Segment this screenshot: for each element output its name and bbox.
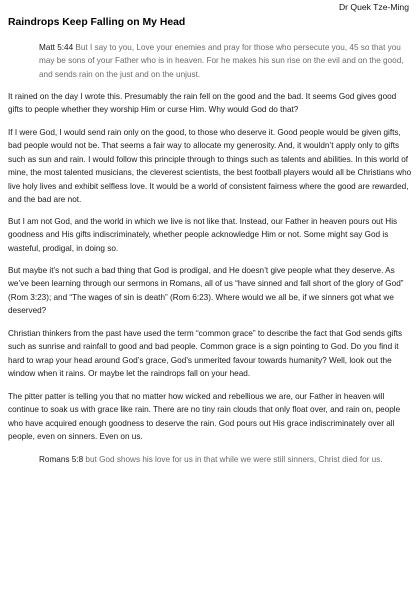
opening-verse: [39, 41, 411, 81]
paragraph-5: Christian thinkers from the past have used the term “common grace” to describe the fact that God sends gifts such as sunrise and rainfall to good and bad people. Common grace is a sign pointing to God. Do you find it hard to wrap your head around God’s grace, God’s unmerited favour towards humanity? Well, look out the window when it rains. Or maybe let the raindrops fall on your head.: [8, 329, 403, 379]
paragraph-3: But I am not God, and the world in which we live is not like that. Instead, our Father in heaven pours out His goodness and His gifts indiscriminately, whether people acknowledge Him or not. Some might say God is wasteful, prodigal, in doing so.: [8, 217, 398, 253]
page-title: Raindrops Keep Falling on My Head: [8, 17, 186, 28]
paragraph-4: But maybe it’s not such a bad thing that God is prodigal, and He doesn’t give people what they deserve. As we’ve been learning through our sermons in Romans, all of us “have sinned and fall short of the glory of God” (Rom 3:23); and “The wages of sin is death” (Rom 6:23). Where would we all be, if we sinners got what we deserved?: [8, 266, 404, 316]
opening-verse-reference: Matt 5:44: [39, 43, 74, 52]
paragraph-1: It rained on the day I wrote this. Presumably the rain fell on the good and the bad. It seems God gives good gifts to people whether they worship Him or curse Him. Why would God do that?: [8, 92, 397, 115]
opening-verse-text: But I say to you, Love your enemies and pray for those who persecute you, 45 so that you may be sons of your Father who is in heaven. For he makes his sun rise on the evil and on the good, and sends rain on the just and on the unjust.: [39, 43, 404, 79]
closing-verse-text: but God shows his love for us in that while we were still sinners, Christ died for us.: [83, 455, 383, 464]
author-name: Dr Quek Tze-Ming: [338, 2, 409, 12]
paragraph-2: If I were God, I would send rain only on the good, to those who deserve it. Good people would be given gifts, bad people would not be. That seems a fair way to allocate my generosity. And, it wouldn’t apply only to gifts such as sun and rain. I would follow this principle through to things such as talents and abilities. In this world of mine, the most talented musicians, the cleverest scientists, the best football players would all be Christians who live holy lives and exhibit selfless love. It would be a world of consistent fairness where the good are rewarded, and the bad are not.: [8, 128, 412, 205]
closing-verse: [39, 453, 411, 466]
paragraph-6: The pitter patter is telling you that no matter how wicked and rebellious we are, our Father in heaven will continue to soak us with grace like rain. There are no tiny rain clouds that only float over, and rain on, people who have acquired enough goodness to deserve the rain. God pours out His grace indiscriminately over all people, even on sinners. Even on us.: [8, 392, 401, 442]
closing-verse-reference: Romans 5:8: [39, 455, 84, 464]
